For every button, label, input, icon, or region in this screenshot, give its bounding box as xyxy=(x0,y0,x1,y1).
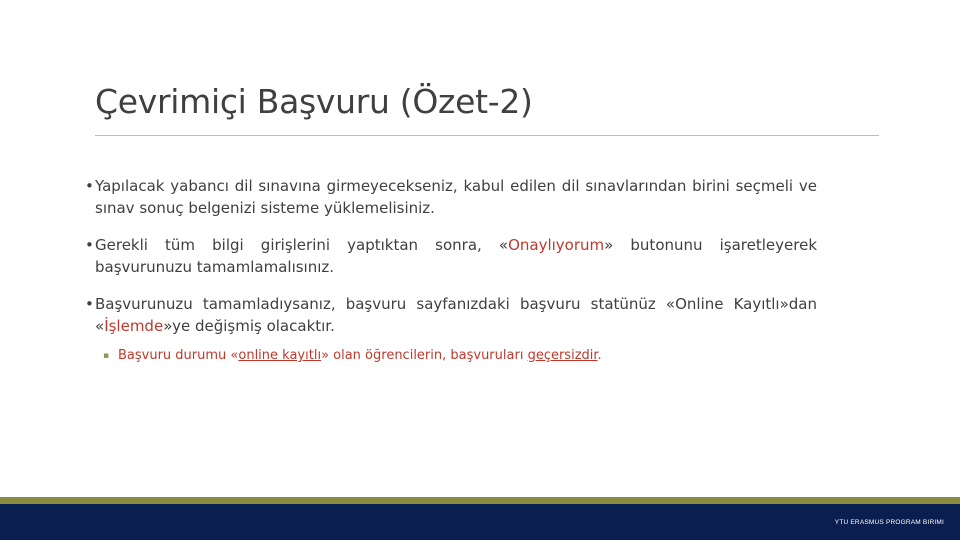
bullet-text: »ye değişmiş olacaktır. xyxy=(163,317,335,335)
underlined-gecersizdir: geçersizdir xyxy=(527,348,598,363)
title-divider xyxy=(95,135,879,136)
footer-bar xyxy=(0,504,960,540)
footer-accent-bar xyxy=(0,497,960,504)
bullet-text: » butonunu işaretleyerek başvurunuzu tamamlamalısınız. xyxy=(95,236,817,276)
bullet-item xyxy=(85,293,817,337)
sub-bullet-text: » olan öğrencilerin, başvuruları xyxy=(321,348,528,363)
bullet-dot-icon: • xyxy=(85,177,94,195)
bullet-dot-icon: • xyxy=(85,236,94,254)
highlight-onayliyorum: Onaylıyorum xyxy=(508,236,605,254)
bullet-text: Gerekli tüm bilgi girişlerini yaptıktan sonra, « xyxy=(95,236,509,254)
underlined-online-kayitli: online kayıtlı xyxy=(238,348,322,363)
square-bullet-icon: ▪ xyxy=(103,351,110,361)
bullet-text: Yapılacak yabancı dil sınavına girmeyecekseniz, kabul edilen dil sınavlarından birini seçmeli ve sınav sonuç belgenizi sisteme yüklemelisiniz. xyxy=(95,177,817,217)
footer-label: YTU ERASMUS PROGRAM BIRIMI xyxy=(834,519,944,526)
sub-bullet-item xyxy=(103,346,817,366)
highlight-islemde: İşlemde xyxy=(104,317,164,335)
sub-bullet-text: . xyxy=(597,348,602,363)
slide-content xyxy=(85,175,817,366)
bullet-item xyxy=(85,175,817,219)
sub-bullet-text: Başvuru durumu « xyxy=(118,348,239,363)
bullet-dot-icon: • xyxy=(85,295,94,313)
bullet-text: Başvurunuzu tamamladıysanız, başvuru sayfanızdaki başvuru statünüz «Online Kayıtlı»dan « xyxy=(95,295,817,335)
slide-title: Çevrimiçi Başvuru (Özet-2) xyxy=(95,82,533,121)
bullet-item xyxy=(85,234,817,278)
